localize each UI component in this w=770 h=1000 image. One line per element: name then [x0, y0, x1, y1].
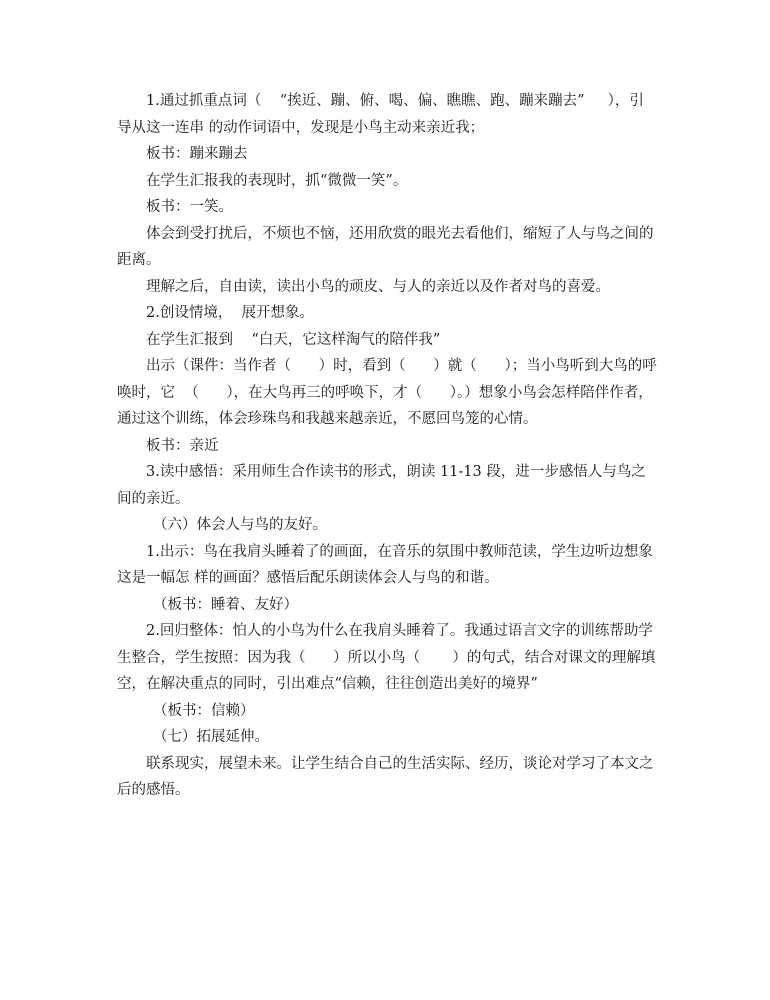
- paragraph: 3.读中感悟：采用师生合作读书的形式，朗读 11-13 段，进一步感悟人与鸟之间的亲近。: [117, 464, 646, 507]
- paragraph: （板书：信赖）: [153, 702, 255, 719]
- paragraph: 板书：亲近: [146, 437, 219, 454]
- paragraph: 2.创设情境， 展开想象。: [146, 305, 315, 321]
- paragraph: 板书：一笑。: [146, 199, 233, 215]
- paragraph: 在学生汇报到 “白天，它这样淘气的陪伴我”: [146, 331, 441, 348]
- paragraph: 1.出示：鸟在我肩头睡着了的画面，在音乐的氛围中教师范读，学生边听边想象这是一幅怎 样的画面？感悟后配乐朗读体会人与鸟的和谐。: [117, 543, 653, 586]
- paragraph: （板书：睡着、友好）: [153, 596, 298, 613]
- paragraph: 2.回归整体：怕人的小鸟为什么在我肩头睡着了。我通过语言文字的训练帮助学生整合，学生按照：因为我（ ）所以小鸟（ ）的句式，结合对课文的理解填空，在解决重点的同时，引出难点“信赖，往往创造出美好的境界”: [117, 623, 656, 692]
- section-heading: （七）拓展延伸。: [153, 729, 269, 745]
- section-heading: （六）体会人与鸟的友好。: [153, 517, 327, 533]
- paragraph: 理解之后，自由读，读出小鸟的顽皮、与人的亲近以及作者对鸟的喜爱。: [146, 278, 610, 295]
- paragraph: 出示（课件：当作者（ ）时，看到（ ）就（ ）；当小鸟听到大鸟的呼唤时，它 （ ），在大鸟再三的呼唤下，才（ ）。）想象小鸟会怎样陪伴作者，通过这个训练，体会珍珠鸟和我越来越亲近，不愿回鸟笼的心情。: [117, 358, 657, 427]
- paragraph: 板书：蹦来蹦去: [146, 146, 248, 162]
- paragraph: 体会到受打扰后，不烦也不恼，还用欣赏的眼光去看他们，缩短了人与鸟之间的距离。: [117, 225, 654, 268]
- paragraph: 1.通过抓重点词（ “挨近、蹦、俯、喝、偏、瞧瞧、跑、蹦来蹦去” ），引导从这一连串 的动作词语中，发现是小鸟主动来亲近我；: [117, 93, 644, 136]
- paragraph: 在学生汇报我的表现时，抓“微微一笑”。: [146, 172, 408, 189]
- document-page: [117, 88, 657, 804]
- paragraph: 联系现实，展望未来。让学生结合自己的生活实际、经历，谈论对学习了本文之后的感悟。: [117, 755, 654, 798]
